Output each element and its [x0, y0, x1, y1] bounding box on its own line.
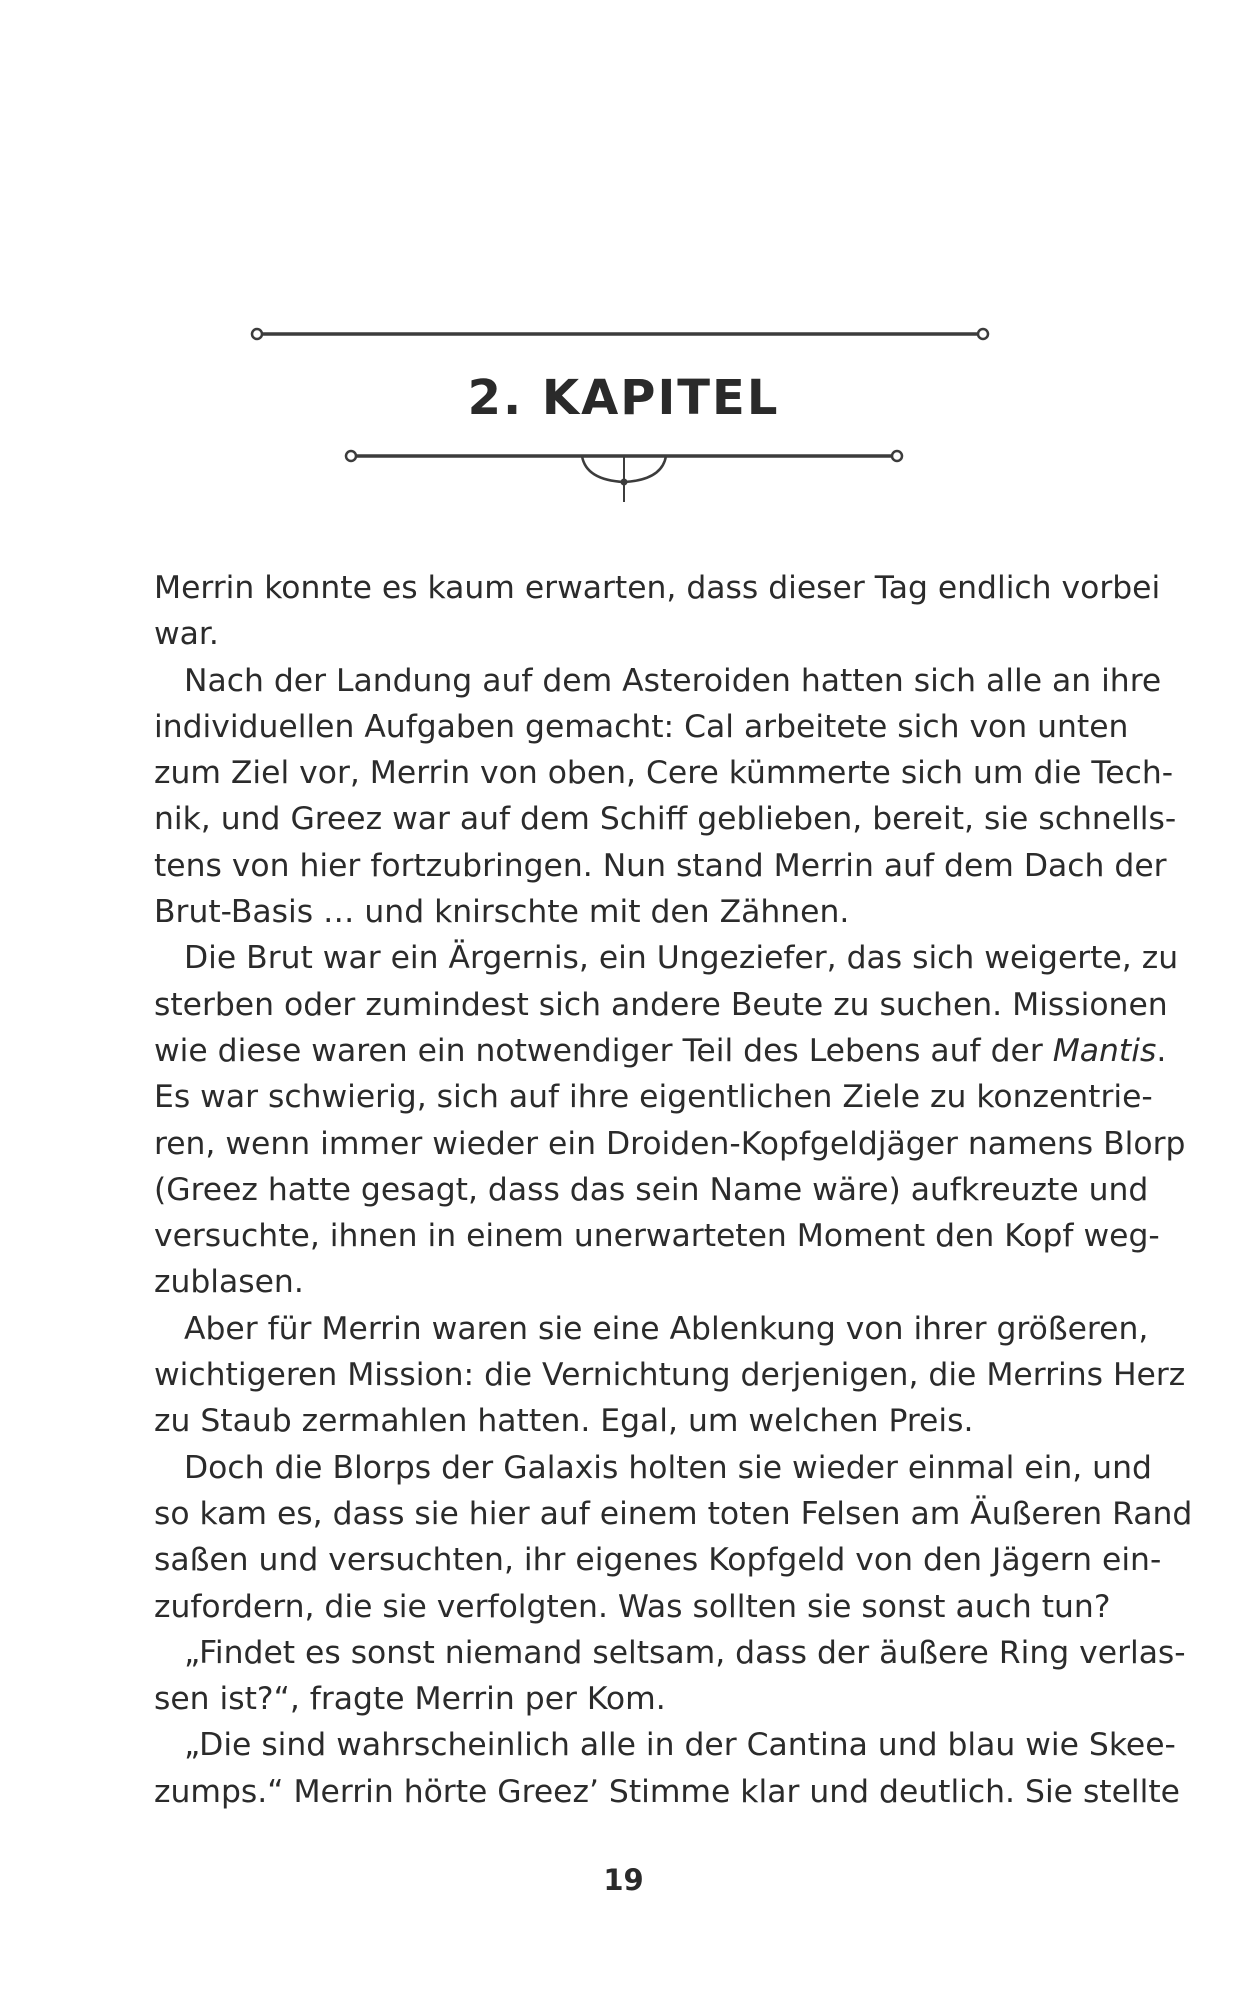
- text-line: zumps.“ Merrin hörte Greez’ Stimme klar und deutlich. Sie stellte: [154, 1773, 1180, 1810]
- text-line: ren, wenn immer wieder ein Droiden-Kopfgeldjäger namens Blorp: [154, 1125, 1186, 1162]
- chapter-body-text: [154, 565, 1193, 1815]
- ornament-bottom-rule: [344, 446, 904, 506]
- text-line: saßen und versuchten, ihr eigenes Kopfgeld von den Jägern ein-: [154, 1542, 1162, 1579]
- text-line: Aber für Merrin waren sie eine Ablenkung von ihrer größeren,: [184, 1310, 1149, 1347]
- text-line: Brut-Basis … und knirschte mit den Zähnen.: [154, 894, 850, 931]
- page-number: 19: [603, 1863, 644, 1897]
- text-line: wie diese waren ein notwendiger Teil des Lebens auf der Mantis.: [154, 1032, 1167, 1069]
- text-line: war.: [154, 616, 219, 653]
- text-line: (Greez hatte gesagt, dass das sein Name wäre) aufkreuzte und: [154, 1171, 1149, 1208]
- text-line: wichtigeren Mission: die Vernichtung derjenigen, die Merrins Herz: [154, 1357, 1186, 1394]
- text-line: versuchte, ihnen in einem unerwarteten Moment den Kopf weg-: [154, 1218, 1160, 1255]
- italic-ship-name: Mantis: [1052, 1032, 1157, 1069]
- text-line: so kam es, dass sie hier auf einem toten Felsen am Äußeren Rand: [154, 1495, 1193, 1532]
- text-line: tens von hier fortzubringen. Nun stand Merrin auf dem Dach der: [154, 847, 1167, 884]
- text-line: „Findet es sonst niemand seltsam, dass der äußere Ring verlas-: [184, 1634, 1186, 1671]
- chapter-title: 2. KAPITEL: [467, 370, 780, 426]
- text-line: sterben oder zumindest sich andere Beute zu suchen. Missionen: [154, 986, 1168, 1023]
- text-line: individuellen Aufgaben gemacht: Cal arbeitete sich von unten: [154, 708, 1129, 745]
- text-line: Merrin konnte es kaum erwarten, dass dieser Tag endlich vorbei: [154, 570, 1161, 606]
- text-line: „Die sind wahrscheinlich alle in der Cantina und blau wie Skee-: [184, 1727, 1176, 1764]
- text-line: nik, und Greez war auf dem Schiff geblieben, bereit, sie schnells-: [154, 801, 1177, 838]
- text-line: Doch die Blorps der Galaxis holten sie wieder einmal ein, und: [184, 1449, 1152, 1486]
- text-line: zufordern, die sie verfolgten. Was sollten sie sonst auch tun?: [154, 1588, 1111, 1625]
- text-line: zu Staub zermahlen hatten. Egal, um welchen Preis.: [154, 1403, 974, 1440]
- text-line: zum Ziel vor, Merrin von oben, Cere kümmerte sich um die Tech-: [154, 755, 1174, 792]
- text-line: Die Brut war ein Ärgernis, ein Ungeziefer, das sich weigerte, zu: [184, 940, 1179, 977]
- text-line: zublasen.: [154, 1264, 304, 1301]
- ornament-top-rule: [250, 324, 990, 344]
- text-line: Nach der Landung auf dem Asteroiden hatten sich alle an ihre: [184, 662, 1162, 699]
- text-line: sen ist?“, fragte Merrin per Kom.: [154, 1681, 666, 1718]
- text-line: Es war schwierig, sich auf ihre eigentlichen Ziele zu konzentrie-: [154, 1079, 1153, 1116]
